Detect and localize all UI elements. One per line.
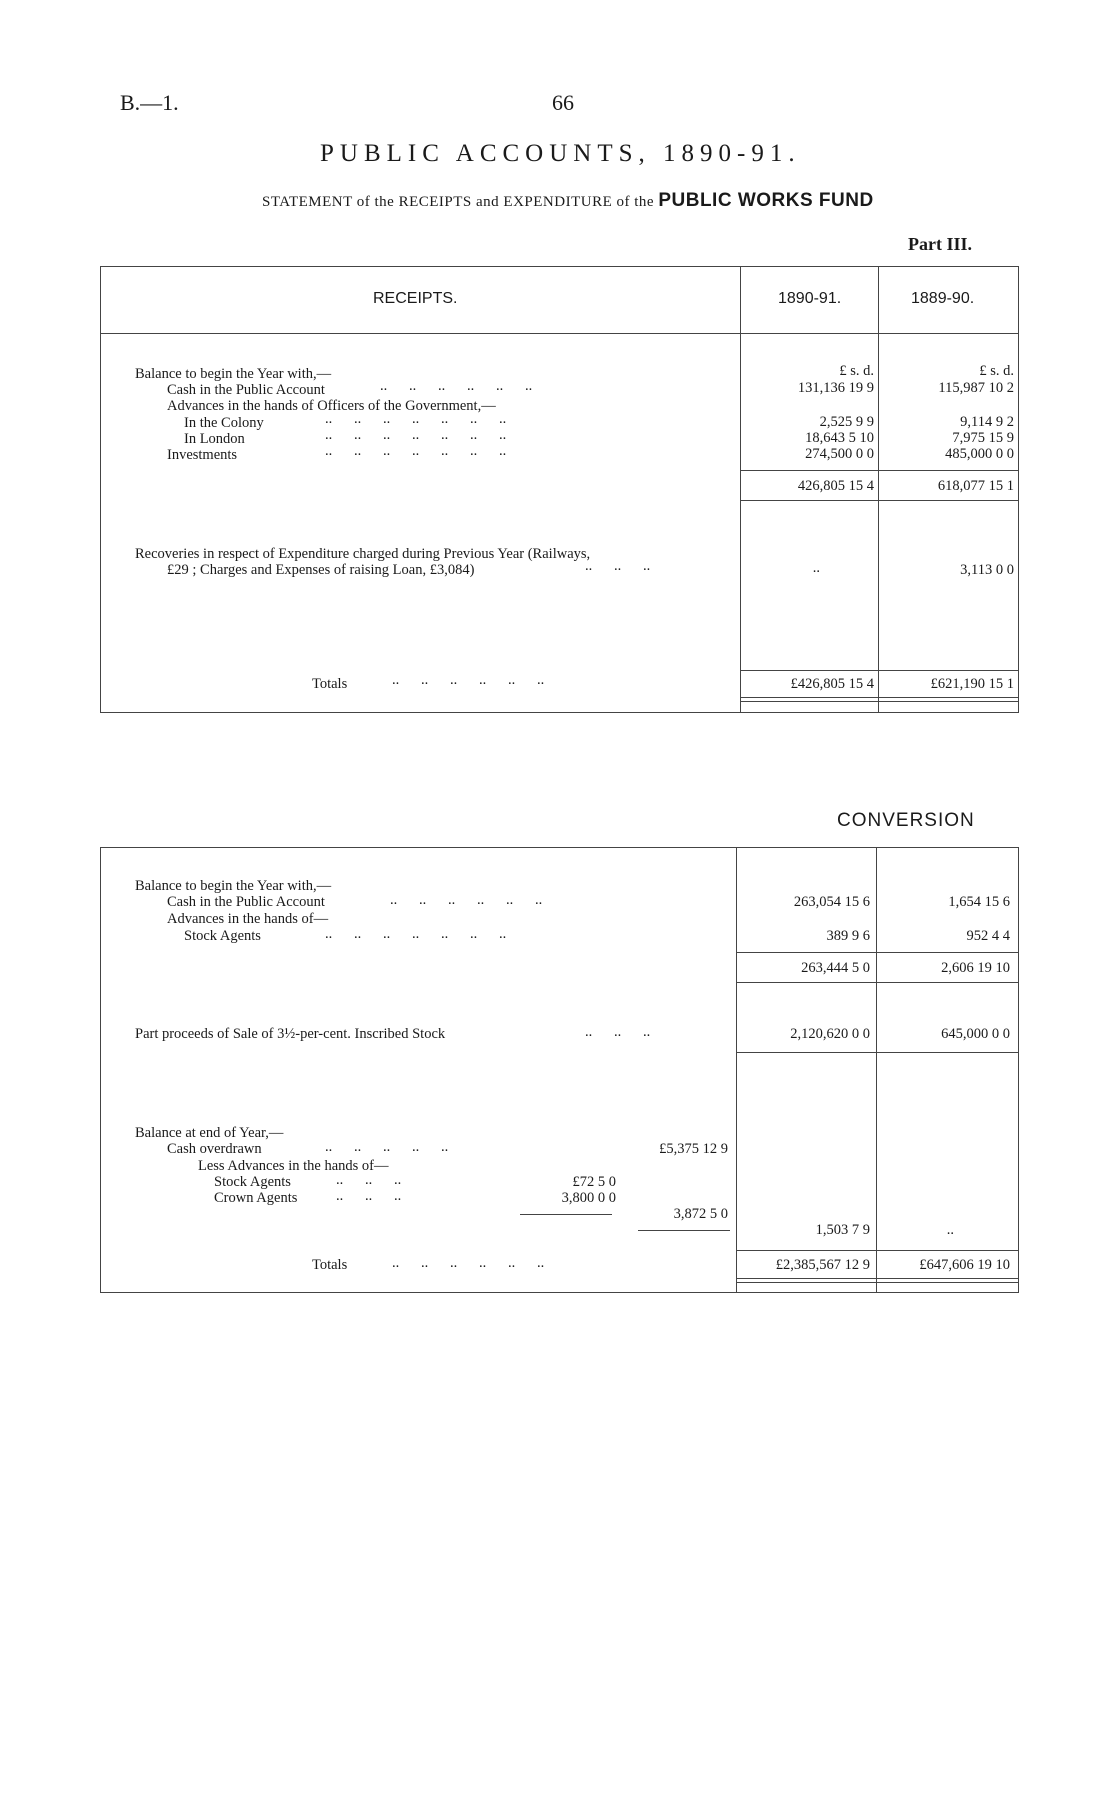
leader-dots: .. .. .. .. ..: [325, 1139, 449, 1155]
balance-begin-label: Balance to begin the Year with,—: [135, 878, 332, 894]
totals-double-rule: [740, 697, 1018, 698]
totals-1889-90: £647,606 19 10: [919, 1257, 1010, 1273]
crown-agents-sub-label: Crown Agents: [214, 1190, 298, 1206]
row-label: In the Colony: [184, 415, 264, 431]
value-1890-91: 274,500 0 0: [805, 446, 874, 462]
crown-agents-amount: 3,800 0 0: [561, 1190, 616, 1206]
recoveries-label-line1: Recoveries in respect of Expenditure charged during Previous Year (Railways,: [135, 546, 591, 562]
leader-dots: .. .. .. .. .. ..: [392, 672, 545, 688]
cash-1890-91: 263,054 15 6: [793, 894, 870, 910]
stock-agents-sub-label: Stock Agents: [214, 1174, 291, 1190]
part-label: Part III.: [908, 234, 972, 254]
leader-dots: .. .. .. .. .. .. ..: [325, 926, 507, 942]
subtotal-1889-90: 618,077 15 1: [937, 478, 1014, 494]
balance-begin-label: Balance to begin the Year with,—: [135, 366, 332, 382]
cash-overdrawn-amount: £5,375 12 9: [659, 1141, 728, 1157]
stock-1889-90: 952 4 4: [966, 928, 1010, 944]
subtotal-rule: [736, 982, 1018, 983]
leader-dots: .. .. .. .. .. ..: [380, 378, 533, 394]
header-rule: [100, 333, 1018, 334]
sale-label: Part proceeds of Sale of 3½-per-cent. Inscribed Stock: [135, 1026, 446, 1042]
leader-dots: .. .. ..: [336, 1172, 402, 1188]
table-bottom-rule: [100, 712, 1018, 713]
row-label: Advances in the hands of Officers of the Government,—: [167, 398, 496, 414]
table-right-rule: [1018, 266, 1019, 713]
sale-1889-90: 645,000 0 0: [941, 1026, 1010, 1042]
row-label: Cash in the Public Account: [167, 382, 325, 398]
end-balance-1890-91: 1,503 7 9: [815, 1222, 870, 1238]
stock-1890-91: 389 9 6: [826, 928, 870, 944]
value-1889-90: 115,987 10 2: [938, 380, 1014, 396]
value-1889-90: 485,000 0 0: [945, 446, 1014, 462]
col-header-receipts: RECEIPTS.: [373, 290, 458, 307]
recoveries-1890-91: ..: [812, 560, 820, 576]
table-top-rule: [100, 266, 1018, 267]
less-advances-label: Less Advances in the hands of—: [198, 1158, 389, 1174]
leader-dots: .. .. .. .. .. ..: [390, 892, 543, 908]
leader-dots: .. .. ..: [585, 558, 651, 574]
subtotal-1890-91: 426,805 15 4: [797, 478, 874, 494]
totals-1890-91: £2,385,567 12 9: [775, 1257, 870, 1273]
totals-1890-91: £426,805 15 4: [790, 676, 874, 692]
value-1890-91: 131,136 19 9: [797, 380, 874, 396]
table-right-rule: [1018, 847, 1019, 1293]
less-total-amount: 3,872 5 0: [673, 1206, 728, 1222]
cash-overdrawn-label: Cash overdrawn: [167, 1141, 262, 1157]
document-reference: B.—1.: [120, 90, 179, 115]
less-subtotal-rule: [520, 1214, 612, 1215]
subtotal-rule: [740, 500, 1018, 501]
recoveries-label-line2: £29 ; Charges and Expenses of raising Loan, £3,084): [167, 562, 475, 578]
value-1889-90: 7,975 15 9: [952, 430, 1014, 446]
leader-dots: .. .. .. .. .. .. ..: [325, 443, 507, 459]
value-1890-91: 2,525 9 9: [819, 414, 874, 430]
subtotal-rule: [740, 470, 1018, 471]
totals-double-rule: [736, 1278, 1018, 1279]
table-bottom-rule: [100, 1292, 1018, 1293]
totals-rule: [736, 1250, 1018, 1251]
value-1890-91: 18,643 5 10: [805, 430, 874, 446]
leader-dots: .. .. .. .. .. .. ..: [325, 411, 507, 427]
statement-heading: [262, 190, 874, 212]
subtotal-1889-90: 2,606 19 10: [941, 960, 1010, 976]
recoveries-1889-90: 3,113 0 0: [960, 562, 1014, 578]
leader-dots: .. .. ..: [585, 1024, 651, 1040]
column-divider: [876, 847, 877, 1293]
page-title: PUBLIC ACCOUNTS, 1890-91.: [320, 140, 801, 167]
units-label: £ s. d.: [839, 363, 874, 379]
sale-1890-91: 2,120,620 0 0: [790, 1026, 870, 1042]
stock-agents-amount: £72 5 0: [572, 1174, 616, 1190]
row-label: In London: [184, 431, 245, 447]
totals-double-rule: [736, 1282, 1018, 1283]
table-top-rule: [100, 847, 1018, 848]
totals-double-rule: [740, 701, 1018, 702]
table-left-rule: [100, 847, 101, 1293]
cash-1889-90: 1,654 15 6: [948, 894, 1010, 910]
cash-label: Cash in the Public Account: [167, 894, 325, 910]
units-label: £ s. d.: [979, 363, 1014, 379]
subtotal-1890-91: 263,444 5 0: [801, 960, 870, 976]
balance-end-label: Balance at end of Year,—: [135, 1125, 284, 1141]
end-balance-1889-90: ..: [946, 1222, 954, 1238]
totals-label: Totals: [312, 1257, 348, 1273]
subtotal-rule: [736, 952, 1018, 953]
statement-prefix: STATEMENT of the RECEIPTS and EXPENDITURE of the: [262, 194, 655, 210]
conversion-heading: CONVERSION: [837, 810, 975, 831]
col-header-1889-90: 1889-90.: [911, 290, 975, 307]
totals-rule: [740, 670, 1018, 671]
less-total-rule: [638, 1230, 730, 1231]
leader-dots: .. .. .. .. .. .. ..: [325, 427, 507, 443]
leader-dots: .. .. .. .. .. ..: [392, 1255, 545, 1271]
col-header-1890-91: 1890-91.: [778, 290, 842, 307]
column-divider: [736, 847, 737, 1293]
stock-agents-label: Stock Agents: [184, 928, 261, 944]
fund-name: PUBLIC WORKS FUND: [658, 190, 874, 211]
totals-label: Totals: [312, 676, 348, 692]
section-rule: [736, 1052, 1018, 1053]
row-label: Investments: [167, 447, 238, 463]
totals-1889-90: £621,190 15 1: [930, 676, 1014, 692]
page-number: 66: [552, 90, 574, 115]
value-1889-90: 9,114 9 2: [960, 414, 1014, 430]
advances-label: Advances in the hands of—: [167, 911, 329, 927]
leader-dots: .. .. ..: [336, 1188, 402, 1204]
